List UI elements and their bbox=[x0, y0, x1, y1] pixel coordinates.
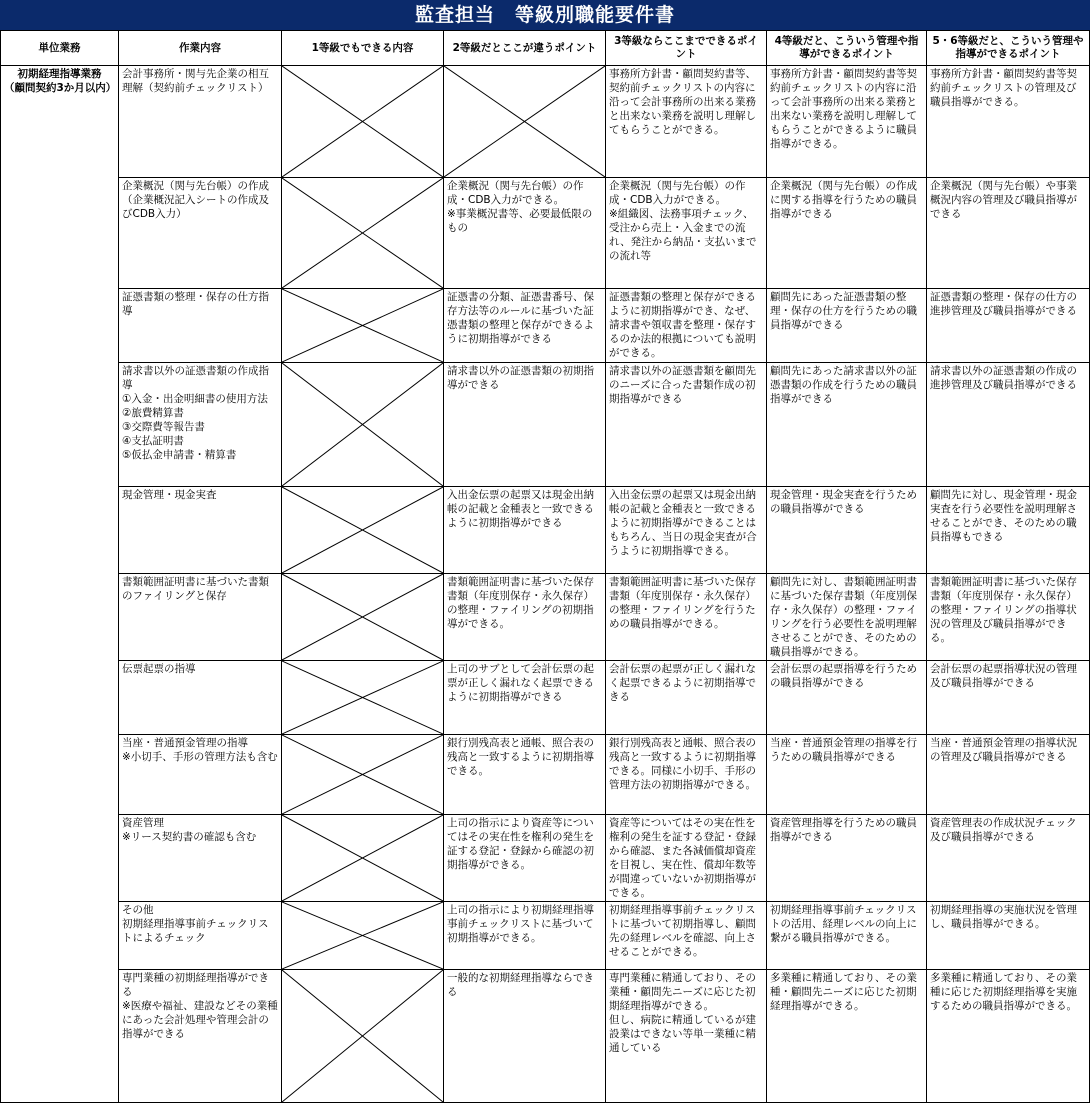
grade-1-cell bbox=[282, 487, 444, 574]
grade-5-6-cell: 事務所方針書・顧問契約書等契約前チェックリストの管理及び職員指導ができる。 bbox=[927, 66, 1090, 178]
grade-5-6-cell: 当座・普通預金管理の指導状況の管理及び職員指導ができる bbox=[927, 735, 1090, 815]
document-title: 監査担当 等級別職能要件書 bbox=[0, 0, 1090, 30]
grade-1-cell bbox=[282, 815, 444, 902]
grade-3-cell: 会計伝票の起票が正しく漏れなく起票できるように初期指導できる bbox=[606, 661, 767, 735]
grade-3-cell: 企業概況（関与先台帳）の作成・CDB入力ができる。 ※組織図、法務事項チェック、受注から売上・入金までの流れ、発注から納品・支払いまでの流れ等 bbox=[606, 178, 767, 289]
task-cell: 現金管理・現金実査 bbox=[119, 487, 282, 574]
table-row bbox=[1, 661, 1090, 735]
grade-5-6-cell: 初期経理指導の実施状況を管理し、職員指導ができる。 bbox=[927, 902, 1090, 970]
grade-2-cell: 入出金伝票の起票又は現金出納帳の記載と金種表と一致できるように初期指導ができる bbox=[444, 487, 606, 574]
grade-4-cell: 多業種に精通しており、その業種・顧問先ニーズに応じた初期経理指導ができる。 bbox=[767, 970, 927, 1103]
task-cell: 会計事務所・関与先企業の相互理解（契約前チェックリスト） bbox=[119, 66, 282, 178]
grade-4-cell: 当座・普通預金管理の指導を行うための職員指導ができる bbox=[767, 735, 927, 815]
header-grade-3: 3等級ならここまでできるポイント bbox=[606, 31, 767, 66]
not-applicable-cross bbox=[282, 363, 443, 486]
grade-3-cell: 資産等についてはその実在性を権利の発生を証する登記・登録から確認、また各減価償却資産を目視し、実在性、償却年数等が間違っていないか初期指導ができる。 bbox=[606, 815, 767, 902]
task-cell: 証憑書類の整理・保存の仕方指導 bbox=[119, 289, 282, 363]
grade-2-cell: 銀行別残高表と通帳、照合表の残高と一致するように初期指導できる。 bbox=[444, 735, 606, 815]
grade-3-cell: 事務所方針書・顧問契約書等、契約前チェックリストの内容に沿って会計事務所の出来る業務と出来ない業務を説明し理解してもらうことができる。 bbox=[606, 66, 767, 178]
table-row bbox=[1, 289, 1090, 363]
not-applicable-cross bbox=[444, 66, 605, 177]
not-applicable-cross bbox=[282, 661, 443, 734]
header-grade-1: 1等級でもできる内容 bbox=[282, 31, 444, 66]
table-row bbox=[1, 574, 1090, 661]
table-row bbox=[1, 970, 1090, 1103]
grade-1-cell bbox=[282, 970, 444, 1103]
grade-2-cell: 上司の指示により資産等についてはその実在性を権利の発生を証する登記・登録から確認の初期指導ができる。 bbox=[444, 815, 606, 902]
grade-1-cell bbox=[282, 574, 444, 661]
table-row bbox=[1, 735, 1090, 815]
not-applicable-cross bbox=[282, 574, 443, 660]
grade-4-cell: 資産管理指導を行うための職員指導ができる bbox=[767, 815, 927, 902]
grade-4-cell: 顧問先に対し、書類範囲証明書に基づいた保存書類（年度別保存・永久保存）の整理・ファイリングを行う必要性を説明理解させることができ、そのための職員指導ができる。 bbox=[767, 574, 927, 661]
table-row bbox=[1, 363, 1090, 487]
table-row bbox=[1, 902, 1090, 970]
grade-5-6-cell: 書類範囲証明書に基づいた保存書類（年度別保存・永久保存）の整理・ファイリングの指導状況の管理及び職員指導ができる。 bbox=[927, 574, 1090, 661]
grade-1-cell bbox=[282, 66, 444, 178]
table-row bbox=[1, 815, 1090, 902]
grade-5-6-cell: 多業種に精通しており、その業種に応じた初期経理指導を実施するための職員指導ができる。 bbox=[927, 970, 1090, 1103]
grade-2-cell: 一般的な初期経理指導ならできる bbox=[444, 970, 606, 1103]
not-applicable-cross bbox=[282, 970, 443, 1102]
grade-1-cell bbox=[282, 363, 444, 487]
grade-1-cell bbox=[282, 735, 444, 815]
not-applicable-cross bbox=[282, 178, 443, 288]
grade-2-cell: 上司の指示により初期経理指導事前チェックリストに基づいて初期指導ができる。 bbox=[444, 902, 606, 970]
grade-3-cell: 入出金伝票の起票又は現金出納帳の記載と金種表と一致できるように初期指導ができることはもちろん、当日の現金実査が合うように初期指導できる。 bbox=[606, 487, 767, 574]
grade-4-cell: 会計伝票の起票指導を行うための職員指導ができる bbox=[767, 661, 927, 735]
grade-5-6-cell: 企業概況（関与先台帳）や事業概況内容の管理及び職員指導ができる bbox=[927, 178, 1090, 289]
grade-2-cell bbox=[444, 66, 606, 178]
task-cell: 当座・普通預金管理の指導 ※小切手、手形の管理方法も含む bbox=[119, 735, 282, 815]
grade-1-cell bbox=[282, 661, 444, 735]
grade-3-cell: 初期経理指導事前チェックリストに基づいて初期指導し、顧問先の経理レベルを確認、向上させることができる。 bbox=[606, 902, 767, 970]
grade-2-cell: 請求書以外の証憑書類の初期指導ができる bbox=[444, 363, 606, 487]
unit-cell: 初期経理指導業務 （顧問契約3か月以内） bbox=[1, 66, 119, 1103]
grade-4-cell: 顧問先にあった証憑書類の整理・保存の仕方を行うための職員指導ができる bbox=[767, 289, 927, 363]
grade-4-cell: 事務所方針書・顧問契約書等契約前チェックリストの内容に沿って会計事務所の出来る業務と出来ない業務を説明し理解してもらうことができるように職員指導ができる。 bbox=[767, 66, 927, 178]
grade-3-cell: 請求書以外の証憑書類を顧問先のニーズに合った書類作成の初期指導ができる bbox=[606, 363, 767, 487]
grade-2-cell: 企業概況（関与先台帳）の作成・CDB入力ができる。 ※事業概況書等、必要最低限のもの bbox=[444, 178, 606, 289]
task-cell: 伝票起票の指導 bbox=[119, 661, 282, 735]
grade-3-cell: 専門業種に精通しており、その業種・顧問先ニーズに応じた初期経理指導ができる。 但し、病院に精通しているが建設業はできない等単一業種に精通している bbox=[606, 970, 767, 1103]
grade-4-cell: 企業概況（関与先台帳）の作成に関する指導を行うための職員指導ができる bbox=[767, 178, 927, 289]
grade-4-cell: 初期経理指導事前チェックリストの活用、経理レベルの向上に繋がる職員指導ができる。 bbox=[767, 902, 927, 970]
grade-5-6-cell: 顧問先に対し、現金管理・現金実査を行う必要性を説明理解させることができ、そのための職員指導もできる bbox=[927, 487, 1090, 574]
table-row bbox=[1, 487, 1090, 574]
header-row bbox=[1, 31, 1090, 66]
grade-2-cell: 書類範囲証明書に基づいた保存書類（年度別保存・永久保存）の整理・ファイリングの初期指導ができる。 bbox=[444, 574, 606, 661]
grade-3-cell: 銀行別残高表と通帳、照合表の残高と一致するように初期指導できる。同様に小切手、手形の管理方法の初期指導ができる。 bbox=[606, 735, 767, 815]
header-unit: 単位業務 bbox=[1, 31, 119, 66]
not-applicable-cross bbox=[282, 735, 443, 814]
task-cell: 書類範囲証明書に基づいた書類のファイリングと保存 bbox=[119, 574, 282, 661]
task-cell: その他 初期経理指導事前チェックリストによるチェック bbox=[119, 902, 282, 970]
task-cell: 企業概況（関与先台帳）の作成（企業概況記入シートの作成及びCDB入力） bbox=[119, 178, 282, 289]
task-cell: 請求書以外の証憑書類の作成指導 ①入金・出金明細書の使用方法 ②旅費精算書 ③交際費等報告書 ④支払証明書 ⑤仮払金申請書・精算書 bbox=[119, 363, 282, 487]
task-cell: 資産管理 ※リース契約書の確認も含む bbox=[119, 815, 282, 902]
task-cell: 専門業種の初期経理指導ができる ※医療や福祉、建設などその業種にあった会計処理や管理会計の指導ができる bbox=[119, 970, 282, 1103]
grade-3-cell: 証憑書類の整理と保存ができるように初期指導ができ、なぜ、請求書や領収書を整理・保存するのか法的根拠についても説明ができる。 bbox=[606, 289, 767, 363]
not-applicable-cross bbox=[282, 289, 443, 362]
grade-5-6-cell: 証憑書類の整理・保存の仕方の進捗管理及び職員指導ができる bbox=[927, 289, 1090, 363]
header-grade-2: 2等級だとここが違うポイント bbox=[444, 31, 606, 66]
not-applicable-cross bbox=[282, 66, 443, 177]
header-task: 作業内容 bbox=[119, 31, 282, 66]
grade-5-6-cell: 会計伝票の起票指導状況の管理及び職員指導ができる bbox=[927, 661, 1090, 735]
table-row bbox=[1, 66, 1090, 178]
grade-4-cell: 現金管理・現金実査を行うための職員指導ができる bbox=[767, 487, 927, 574]
grade-2-cell: 証憑書の分類、証憑書番号、保存方法等のルールに基づいた証憑書類の整理と保存ができるように初期指導ができる bbox=[444, 289, 606, 363]
not-applicable-cross bbox=[282, 487, 443, 573]
grade-5-6-cell: 資産管理表の作成状況チェック及び職員指導ができる bbox=[927, 815, 1090, 902]
table-row bbox=[1, 178, 1090, 289]
grade-3-cell: 書類範囲証明書に基づいた保存書類（年度別保存・永久保存）の整理・ファイリングを行うための職員指導ができる。 bbox=[606, 574, 767, 661]
header-grade-4: 4等級だと、こういう管理や指導ができるポイント bbox=[767, 31, 927, 66]
not-applicable-cross bbox=[282, 815, 443, 901]
grade-1-cell bbox=[282, 289, 444, 363]
grade-1-cell bbox=[282, 902, 444, 970]
grade-1-cell bbox=[282, 178, 444, 289]
not-applicable-cross bbox=[282, 902, 443, 969]
grade-4-cell: 顧問先にあった請求書以外の証憑書類の作成を行うための職員指導ができる bbox=[767, 363, 927, 487]
grade-2-cell: 上司のサブとして会計伝票の起票が正しく漏れなく起票できるように初期指導ができる bbox=[444, 661, 606, 735]
grade-5-6-cell: 請求書以外の証憑書類の作成の進捗管理及び職員指導ができる bbox=[927, 363, 1090, 487]
requirements-table bbox=[0, 30, 1090, 1103]
header-grade-5-6: 5・6等級だと、こういう管理や指導ができるポイント bbox=[927, 31, 1090, 66]
